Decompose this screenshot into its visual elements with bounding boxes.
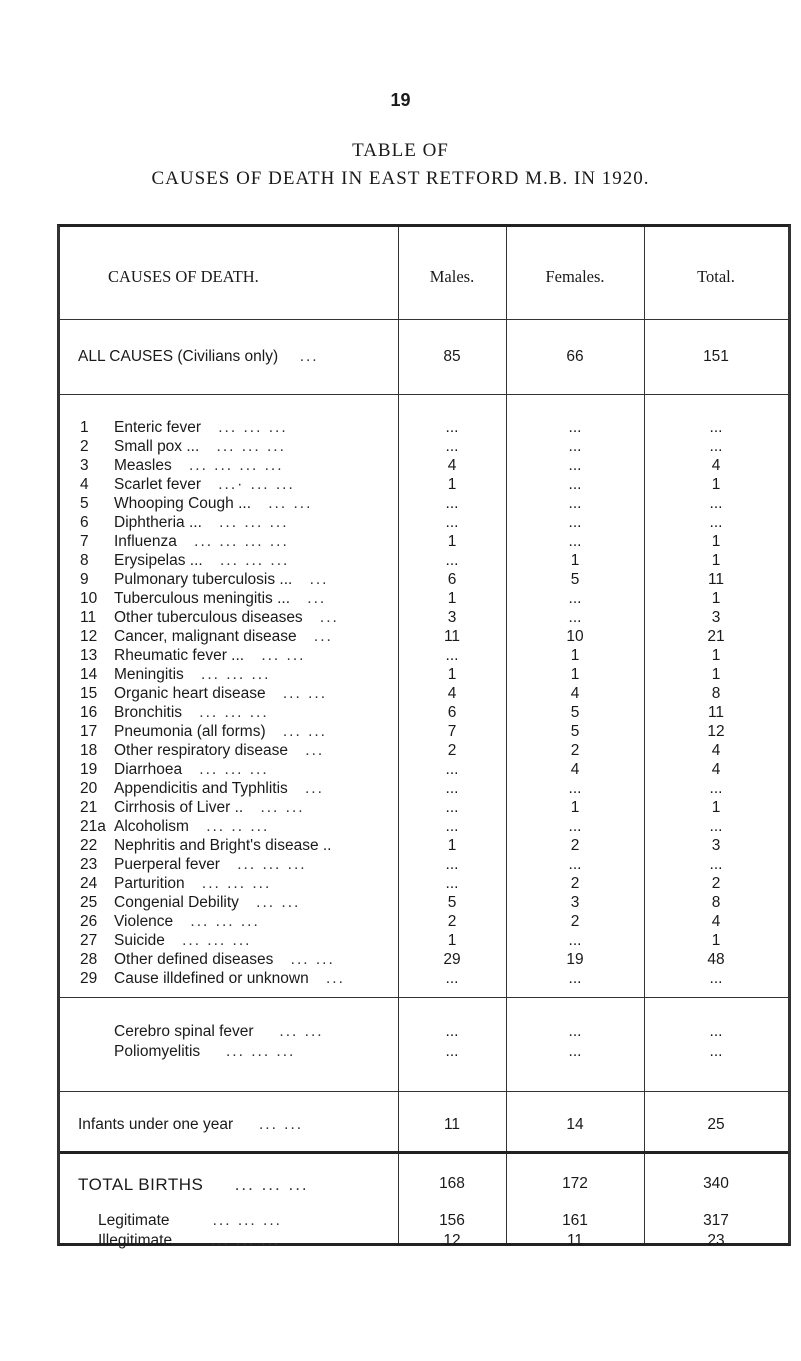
cause-leader: ... ... — [260, 799, 305, 816]
cause-leader: ... ... — [261, 647, 306, 664]
cause-row-label — [80, 970, 345, 988]
cause-index: 29 — [80, 970, 98, 987]
cause-leader: ... ... — [256, 894, 301, 911]
cause-males-value: ... — [445, 495, 459, 512]
table-title: TABLE OF — [352, 140, 449, 161]
cause-total-value: ... — [709, 856, 723, 873]
causes-of-death-table — [57, 224, 791, 1249]
cause-index: 14 — [80, 666, 98, 683]
cause-total-value: 3 — [711, 609, 721, 626]
cause-total-value: 11 — [707, 704, 725, 721]
cause-males-value: 7 — [447, 723, 457, 740]
cause-index: 9 — [80, 571, 89, 588]
cause-females-value: 2 — [570, 742, 580, 759]
cause-row-label — [80, 799, 305, 817]
cause-leader: ... ... ... — [218, 419, 288, 436]
cause-name: Influenza — [114, 533, 177, 550]
cause-females-value: 5 — [570, 704, 580, 721]
cause-total-value: ... — [709, 514, 723, 531]
extra-leader: ... ... — [279, 1023, 324, 1040]
cause-index: 27 — [80, 932, 98, 949]
cause-males-value: ... — [445, 780, 459, 797]
cause-males-value: 6 — [447, 571, 457, 588]
extra-total-value: ... — [709, 1043, 723, 1060]
cause-total-value: 48 — [707, 951, 725, 968]
cause-leader: ... ... ... ... — [194, 533, 289, 550]
cause-name: Cirrhosis of Liver .. — [114, 799, 244, 816]
cause-row-label — [80, 552, 289, 570]
cause-total-value: 4 — [711, 913, 721, 930]
cause-females-value: 1 — [570, 647, 580, 664]
extra-leader: ... ... ... — [225, 1043, 296, 1060]
cause-males-value: ... — [445, 514, 459, 531]
cause-row-label — [80, 780, 324, 798]
cause-leader: ... ... ... — [199, 704, 269, 721]
extra-females-value: ... — [568, 1043, 582, 1060]
cause-leader: ... ... ... — [219, 514, 289, 531]
cause-row-label — [80, 685, 327, 703]
cause-index: 2 — [80, 438, 89, 455]
table-subtitle: CAUSES OF DEATH IN EAST RETFORD M.B. IN 1920. — [151, 168, 650, 189]
cause-females-value: 5 — [570, 571, 580, 588]
cause-row-label — [80, 609, 339, 627]
all-causes-females: 66 — [566, 348, 584, 365]
cause-leader: ... .. ... — [206, 818, 270, 835]
extra-males-value: ... — [445, 1043, 459, 1060]
cause-males-value: ... — [445, 818, 459, 835]
legitimate-label: Legitimate ... ... ... — [98, 1212, 282, 1229]
cause-males-value: 1 — [447, 590, 457, 607]
cause-index: 11 — [80, 609, 97, 626]
header-males: Males. — [429, 267, 475, 286]
cause-index: 13 — [80, 647, 98, 664]
extra-total-value: ... — [709, 1023, 723, 1040]
cause-leader: ... ... ... — [190, 913, 260, 930]
cause-leader: ... — [305, 742, 325, 759]
cause-index: 23 — [80, 856, 98, 873]
cause-males-value: 3 — [447, 609, 457, 626]
cause-total-value: 1 — [711, 647, 721, 664]
cause-name: Erysipelas ... — [114, 552, 203, 569]
cause-females-value: ... — [568, 533, 582, 550]
cause-index: 16 — [80, 704, 98, 721]
cause-name: Cancer, malignant disease — [114, 628, 297, 645]
cause-row-label — [80, 704, 269, 722]
cause-name: Other respiratory disease — [114, 742, 289, 759]
cause-name: Whooping Cough ... — [114, 495, 252, 512]
cause-males-value: ... — [445, 799, 459, 816]
cause-total-value: 4 — [711, 742, 721, 759]
infants-label: Infants under one year ... ... — [78, 1116, 304, 1133]
cause-name: Other defined diseases — [114, 951, 274, 968]
illegitimate-total: 23 — [707, 1232, 725, 1249]
cause-index: 3 — [80, 457, 89, 474]
cause-row-label — [80, 666, 270, 684]
cause-index: 7 — [80, 533, 89, 550]
cause-name: Violence — [114, 913, 174, 930]
cause-males-value: 1 — [447, 533, 457, 550]
total-births-females: 172 — [562, 1175, 588, 1192]
cause-males-value: 5 — [447, 894, 457, 911]
cause-males-value: 4 — [447, 685, 457, 702]
cause-index: 12 — [80, 628, 98, 645]
cause-females-value: 5 — [570, 723, 580, 740]
cause-total-value: 12 — [707, 723, 725, 740]
cause-males-value: 4 — [447, 457, 457, 474]
cause-leader: ... ... — [268, 495, 313, 512]
cause-females-value: ... — [568, 780, 582, 797]
cause-index: 6 — [80, 514, 89, 531]
cause-index: 20 — [80, 780, 98, 797]
cause-females-value: 2 — [570, 913, 580, 930]
cause-index: 4 — [80, 476, 89, 493]
cause-row-label — [80, 742, 324, 760]
cause-males-value: 2 — [447, 742, 457, 759]
cause-total-value: 8 — [711, 685, 721, 702]
cause-total-value: 4 — [711, 761, 721, 778]
cause-males-value: ... — [445, 647, 459, 664]
extra-females-value: ... — [568, 1023, 582, 1040]
cause-index: 10 — [80, 590, 98, 607]
row-rule — [60, 997, 788, 998]
illegitimate-females: 11 — [566, 1232, 584, 1249]
cause-index: 21a — [80, 818, 106, 835]
cause-name: Suicide — [114, 932, 165, 949]
cause-row-label — [80, 647, 305, 665]
infants-males: 11 — [443, 1116, 461, 1133]
cause-name: Pulmonary tuberculosis ... — [114, 571, 293, 588]
cause-row-label — [80, 590, 326, 608]
illegitimate-label: Illegitimate ... ... ... — [98, 1232, 281, 1249]
cause-name: Nephritis and Bright's disease .. — [114, 837, 332, 854]
cause-row-label — [80, 875, 271, 893]
cause-index: 22 — [80, 837, 98, 854]
cause-leader: ... ... ... — [182, 932, 252, 949]
header-causes: CAUSES OF DEATH. — [108, 267, 259, 286]
cause-total-value: 21 — [707, 628, 725, 645]
extra-row-label — [114, 1023, 324, 1041]
infants-females: 14 — [566, 1116, 584, 1133]
cause-total-value: 4 — [711, 457, 721, 474]
cause-males-value: 11 — [443, 628, 461, 645]
cause-row-label — [80, 533, 289, 551]
cause-row-label — [80, 837, 349, 855]
cause-females-value: ... — [568, 590, 582, 607]
cause-index: 1 — [80, 419, 89, 436]
cause-index: 19 — [80, 761, 98, 778]
cause-leader: ... ... ... — [237, 856, 307, 873]
cause-total-value: 1 — [711, 932, 721, 949]
cause-row-label — [80, 894, 300, 912]
cause-leader: ... — [325, 970, 345, 987]
cause-total-value: 1 — [711, 666, 721, 683]
cause-name: Measles — [114, 457, 172, 474]
cause-males-value: 2 — [447, 913, 457, 930]
cause-leader: ...· ... ... — [218, 476, 295, 493]
cause-males-value: 1 — [447, 932, 457, 949]
cause-leader: ... ... ... — [201, 875, 272, 892]
cause-total-value: ... — [709, 970, 723, 987]
cause-name: Other tuberculous diseases — [114, 609, 303, 626]
cause-males-value: ... — [445, 761, 459, 778]
cause-leader: ... ... ... ... — [188, 457, 284, 474]
infants-total: 25 — [707, 1116, 725, 1133]
page-number: 19 — [390, 90, 411, 110]
cause-row-label — [80, 932, 251, 950]
cause-row-label — [80, 495, 312, 513]
cause-females-value: 2 — [570, 837, 580, 854]
cause-males-value: 1 — [447, 666, 457, 683]
cause-females-value: 19 — [566, 951, 584, 968]
extra-males-value: ... — [445, 1023, 459, 1040]
cause-males-value: ... — [445, 419, 459, 436]
cause-females-value: ... — [568, 514, 582, 531]
cause-leader: ... ... — [282, 685, 328, 702]
cause-total-value: 1 — [711, 533, 721, 550]
cause-total-value: 2 — [711, 875, 721, 892]
cause-name: Small pox ... — [114, 438, 200, 455]
cause-name: Puerperal fever — [114, 856, 220, 873]
cause-females-value: ... — [568, 970, 582, 987]
cause-leader: ... ... ... — [201, 666, 271, 683]
cause-index: 18 — [80, 742, 98, 759]
cause-total-value: 1 — [711, 799, 721, 816]
cause-total-value: 1 — [711, 552, 721, 569]
cause-females-value: ... — [568, 438, 582, 455]
cause-leader: ... — [305, 780, 324, 797]
all-causes-label: ALL CAUSES (Civilians only) ... — [78, 348, 319, 365]
total-births-males: 168 — [439, 1175, 465, 1192]
cause-index: 21 — [80, 799, 98, 816]
cause-row-label — [80, 514, 289, 532]
cause-row-label — [80, 913, 260, 931]
cause-leader: ... ... ... — [199, 761, 269, 778]
cause-males-value: ... — [445, 438, 459, 455]
cause-males-value: 1 — [447, 476, 457, 493]
cause-name: Cause illdefined or unknown — [114, 970, 309, 987]
legitimate-females: 161 — [562, 1212, 588, 1229]
cause-females-value: 4 — [570, 761, 580, 778]
cause-males-value: ... — [445, 856, 459, 873]
cause-females-value: ... — [568, 932, 582, 949]
cause-total-value: 1 — [711, 476, 721, 493]
cause-females-value: 4 — [570, 685, 580, 702]
cause-leader: ... ... — [282, 723, 327, 740]
cause-leader: ... ... — [290, 951, 335, 968]
cause-name: Congenial Debility — [114, 894, 239, 911]
cause-females-value: ... — [568, 457, 582, 474]
cause-row-label — [80, 571, 328, 589]
cause-index: 15 — [80, 685, 98, 702]
cause-females-value: ... — [568, 419, 582, 436]
row-rule — [60, 394, 788, 395]
cause-leader: ... ... ... — [216, 438, 286, 455]
cause-leader: ... — [313, 628, 333, 645]
illegitimate-males: 12 — [443, 1232, 461, 1249]
cause-total-value: 3 — [711, 837, 721, 854]
cause-males-value: ... — [445, 970, 459, 987]
row-rule — [60, 1091, 788, 1092]
cause-females-value: 1 — [570, 799, 580, 816]
cause-total-value: ... — [709, 419, 723, 436]
cause-males-value: 1 — [447, 837, 457, 854]
cause-females-value: ... — [568, 818, 582, 835]
cause-total-value: 8 — [711, 894, 721, 911]
cause-total-value: 1 — [711, 590, 721, 607]
extra-cause-name: Poliomyelitis — [114, 1043, 201, 1060]
extra-cause-name: Cerebro spinal fever — [114, 1023, 254, 1040]
cause-females-value: ... — [568, 495, 582, 512]
all-causes-total: 151 — [703, 348, 729, 365]
cause-row-label — [80, 818, 269, 836]
cause-name: Rheumatic fever ... — [114, 647, 245, 664]
total-births-label: TOTAL BIRTHS ... ... ... — [78, 1175, 309, 1194]
cause-name: Bronchitis — [114, 704, 183, 721]
cause-row-label — [80, 476, 295, 494]
legitimate-males: 156 — [439, 1212, 465, 1229]
cause-row-label — [80, 457, 284, 475]
cause-males-value: 29 — [443, 951, 461, 968]
cause-row-label — [80, 761, 269, 779]
cause-name: Scarlet fever — [114, 476, 202, 493]
cause-index: 8 — [80, 552, 89, 569]
cause-index: 26 — [80, 913, 98, 930]
cause-leader: ... — [309, 571, 329, 588]
cause-index: 5 — [80, 495, 89, 512]
cause-females-value: 10 — [566, 628, 584, 645]
cause-leader: ... — [307, 590, 327, 607]
cause-name: Meningitis — [114, 666, 184, 683]
cause-total-value: ... — [709, 818, 723, 835]
cause-total-value: 11 — [707, 571, 725, 588]
cause-leader: ... — [319, 609, 339, 626]
cause-total-value: ... — [709, 438, 723, 455]
cause-males-value: 6 — [447, 704, 457, 721]
cause-name: Organic heart disease — [114, 685, 266, 702]
cause-name: Tuberculous meningitis ... — [114, 590, 291, 607]
cause-index: 17 — [80, 723, 98, 740]
row-rule-thick — [60, 1151, 788, 1154]
cause-name: Parturition — [114, 875, 185, 892]
extra-row-label — [114, 1043, 295, 1061]
header-females: Females. — [545, 267, 605, 286]
cause-females-value: ... — [568, 856, 582, 873]
cause-females-value: ... — [568, 609, 582, 626]
cause-index: 28 — [80, 951, 98, 968]
cause-females-value: 1 — [570, 552, 580, 569]
cause-males-value: ... — [445, 552, 459, 569]
cause-females-value: 2 — [570, 875, 580, 892]
cause-name: Diarrhoea — [114, 761, 183, 778]
cause-females-value: 3 — [570, 894, 580, 911]
cause-row-label — [80, 438, 286, 456]
cause-males-value: ... — [445, 875, 459, 892]
legitimate-total: 317 — [703, 1212, 729, 1229]
cause-leader: ... ... ... — [219, 552, 290, 569]
cause-name: Appendicitis and Typhlitis — [114, 780, 288, 797]
cause-row-label — [80, 951, 335, 969]
cause-name: Alcoholism — [114, 818, 189, 835]
cause-row-label — [80, 856, 307, 874]
total-births-total: 340 — [703, 1175, 729, 1192]
cause-index: 24 — [80, 875, 98, 892]
cause-row-label — [80, 419, 288, 437]
cause-total-value: ... — [709, 780, 723, 797]
row-rule — [60, 319, 788, 320]
all-causes-males: 85 — [443, 348, 461, 365]
cause-total-value: ... — [709, 495, 723, 512]
cause-females-value: 1 — [570, 666, 580, 683]
header-total: Total. — [697, 267, 735, 286]
cause-name: Enteric fever — [114, 419, 202, 436]
cause-index: 25 — [80, 894, 98, 911]
cause-row-label — [80, 723, 327, 741]
cause-row-label — [80, 628, 333, 646]
cause-name: Pneumonia (all forms) — [114, 723, 266, 740]
cause-name: Diphtheria ... — [114, 514, 202, 531]
cause-females-value: ... — [568, 476, 582, 493]
